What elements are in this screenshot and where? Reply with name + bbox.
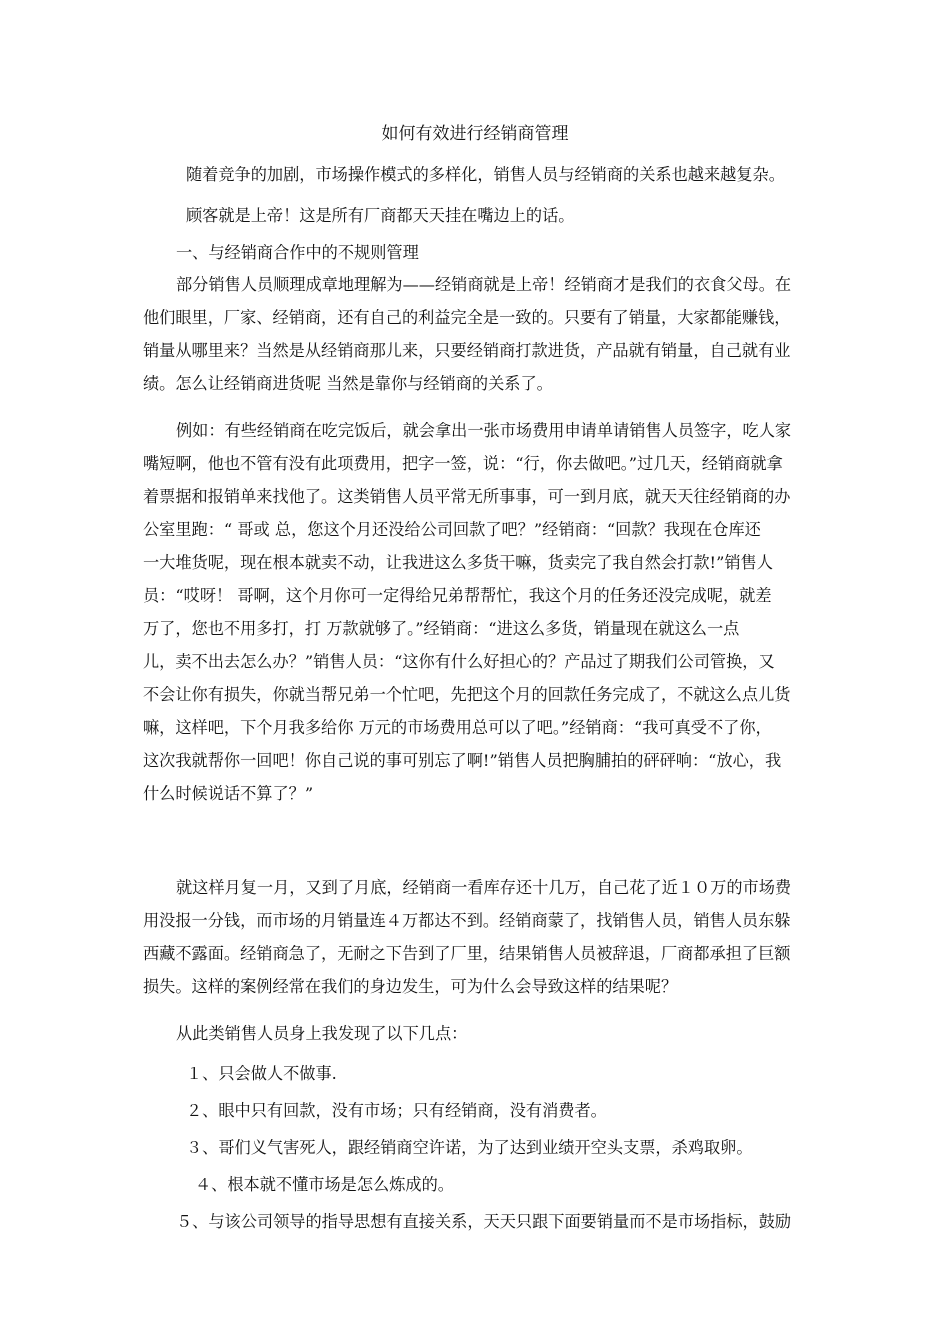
section-heading-1 xyxy=(143,236,808,269)
text-line: 绩。怎么让经销商进货呢 当然是靠你与经销商的关系了。 xyxy=(143,374,553,393)
paragraph-example xyxy=(143,414,808,810)
text-line: ４、根本就不懂市场是怎么炼成的。 xyxy=(195,1175,454,1194)
text-line: 顾客就是上帝！这是所有厂商都天天挂在嘴边上的话。 xyxy=(186,206,575,225)
text-line: 什么时候说话不算了？” xyxy=(143,784,314,803)
text-line: 用没报一分钱，而市场的月销量连４万都达不到。经销商蒙了，找销售人员，销售人员东躲 xyxy=(143,911,791,930)
text-line: 就这样月复一月，又到了月底，经销商一看库存还十几万，自己花了近１０万的市场费 xyxy=(176,878,792,897)
list-item xyxy=(143,1131,808,1164)
paragraph-intro xyxy=(143,158,808,191)
text-line: 这次我就帮你一回吧！你自己说的事可别忘了啊!”销售人员把胸脯拍的砰砰响：“放心，我 xyxy=(143,751,782,770)
text-line: 儿，卖不出去怎么办？”销售人员：“这你有什么好担心的？产品过了期我们公司管换，又 xyxy=(143,652,775,671)
text-line: 万了，您也不用多打，打 万款就够了。”经销商：“进这么多货，销量现在就这么一点 xyxy=(143,619,740,638)
text-line: ５、与该公司领导的指导思想有直接关系，天天只跟下面要销量而不是市场指标，鼓励 xyxy=(176,1212,792,1231)
text-line: 例如：有些经销商在吃完饭后，就会拿出一张市场费用申请单请销售人员签字，吃人家 xyxy=(176,421,792,440)
text-line: 销量从哪里来？当然是从经销商那儿来，只要经销商打款进货，产品就有销量，自己就有业 xyxy=(143,341,791,360)
text-line: 一大堆货呢，现在根本就卖不动，让我进这么多货干嘛，货卖完了我自然会打款!”销售人 xyxy=(143,553,773,572)
paragraph-findings-intro xyxy=(143,1017,808,1050)
paragraph-understanding xyxy=(143,268,808,400)
text-line: 部分销售人员顺理成章地理解为——经销商就是上帝！经销商才是我们的衣食父母。在 xyxy=(176,275,792,294)
text-line: 嘛，这样吧，下个月我多给你 万元的市场费用总可以了吧。”经销商：“我可真受不了你， xyxy=(143,718,772,737)
text-line: 公室里跑：“ 哥或 总，您这个月还没给公司回款了吧？”经销商：“回款？我现在仓库还 xyxy=(143,520,761,539)
text-line: 从此类销售人员身上我发现了以下几点： xyxy=(176,1024,468,1043)
text-line: 员：“哎呀！ 哥啊，这个月你可一定得给兄弟帮帮忙，我这个月的任务还没完成呢，就差 xyxy=(143,586,772,605)
paragraph-consequence xyxy=(143,871,808,1003)
text-line: ２、眼中只有回款，没有市场；只有经销商，没有消费者。 xyxy=(186,1101,607,1120)
list-item xyxy=(143,1057,808,1090)
document-title: 如何有效进行经销商管理 xyxy=(381,124,569,144)
text-line: 损失。这样的案例经常在我们的身边发生，可为什么会导致这样的结果呢？ xyxy=(143,977,678,996)
list-item xyxy=(143,1205,808,1238)
paragraph-customer-god xyxy=(143,199,808,232)
list-item xyxy=(143,1094,808,1127)
list-item xyxy=(143,1168,808,1201)
text-line: 他们眼里，厂家、经销商，还有自己的利益完全是一致的。只要有了销量，大家都能赚钱， xyxy=(143,308,791,327)
text-line: 一、与经销商合作中的不规则管理 xyxy=(176,243,419,262)
text-line: 着票据和报销单来找他了。这类销售人员平常无所事事，可一到月底，就天天往经销商的办 xyxy=(143,487,791,506)
text-line: 西藏不露面。经销商急了，无耐之下告到了厂里，结果销售人员被辞退，厂商都承担了巨额 xyxy=(143,944,791,963)
text-line: ３、哥们义气害死人，跟经销商空许诺，为了达到业绩开空头支票，杀鸡取卵。 xyxy=(186,1138,753,1157)
text-line: 随着竞争的加剧，市场操作模式的多样化，销售人员与经销商的关系也越来越复杂。 xyxy=(186,165,785,184)
text-line: 不会让你有损失，你就当帮兄弟一个忙吧，先把这个月的回款任务完成了，不就这么点儿货 xyxy=(143,685,791,704)
text-line: 嘴短啊，他也不管有没有此项费用，把字一签，说：“行，你去做吧。”过几天，经销商就拿 xyxy=(143,454,783,473)
text-line: １、只会做人不做事. xyxy=(186,1064,337,1083)
